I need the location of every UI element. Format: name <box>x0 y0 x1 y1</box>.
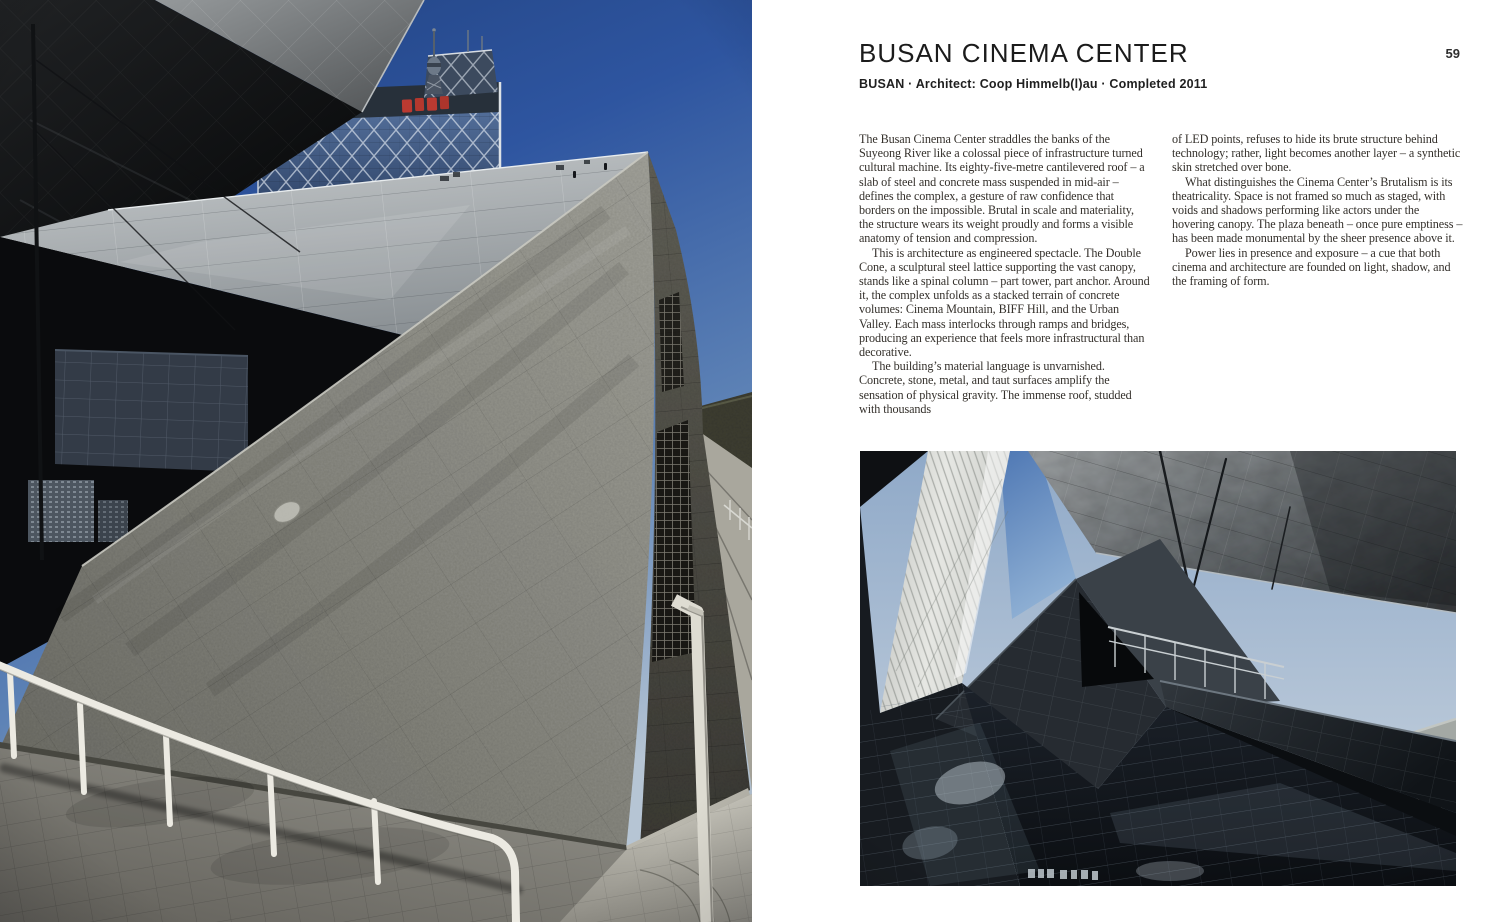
paragraph: Power lies in presence and exposure – a cue that both cinema and architecture are founded on light, shadow, and the framing of form. <box>1172 245 1451 289</box>
article-column-2 <box>1172 132 1463 416</box>
page-number: 59 <box>1445 46 1460 61</box>
paragraph: The building’s material language is unvarnished. Concrete, stone, metal, and taut surfaces amplify the sensation of physical gravity. The immense roof, studded with thousands <box>859 359 1132 416</box>
paragraph: The Busan Cinema Center straddles the banks of the Suyeong River like a colossal piece of infrastructure turned cultural machine. Its eighty-five-metre cantilevered roof – a slab of steel and concrete mass suspended in mid-air – defines the complex, a gesture of raw confidence that borders on the impossible. Brutal in scale and materiality, the structure wears its weight proudly and forms a visible anatomy of tension and compression. <box>859 132 1145 246</box>
photo-detail-art <box>860 451 1456 886</box>
page-title: BUSAN CINEMA CENTER <box>859 38 1189 68</box>
article-column-1 <box>859 132 1150 416</box>
paragraph: What distinguishes the Cinema Center’s Brutalism is its theatricality. Space is not framed so much as staged, with voids and shadows performing like actors under the hovering canopy. The plaza beneath – once pure emptiness – has been made monumental by the sheer presence above it. <box>1172 174 1463 246</box>
photo-canopy-detail <box>860 451 1456 886</box>
paragraph: This is architecture as engineered spectacle. The Double Cone, a sculptural steel lattice supporting the vast canopy, stands like a spinal column – part tower, part anchor. Around it, the complex unfolds as a stacked terrain of concrete volumes: Cinema Mountain, BIFF Hill, and the Urban Valley. Each mass interlocks through ramps and bridges, producing an experience that feels more infrastructural than decorative. <box>859 245 1150 360</box>
article-body <box>859 132 1463 416</box>
paragraph: of LED points, refuses to hide its brute structure behind technology; rather, light becomes another layer – a synthetic skin stretched over bone. <box>1172 132 1461 175</box>
article-meta: BUSAN · Architect: Coop Himmelb(l)au · Completed 2011 <box>859 77 1208 91</box>
vignette <box>860 451 1456 886</box>
